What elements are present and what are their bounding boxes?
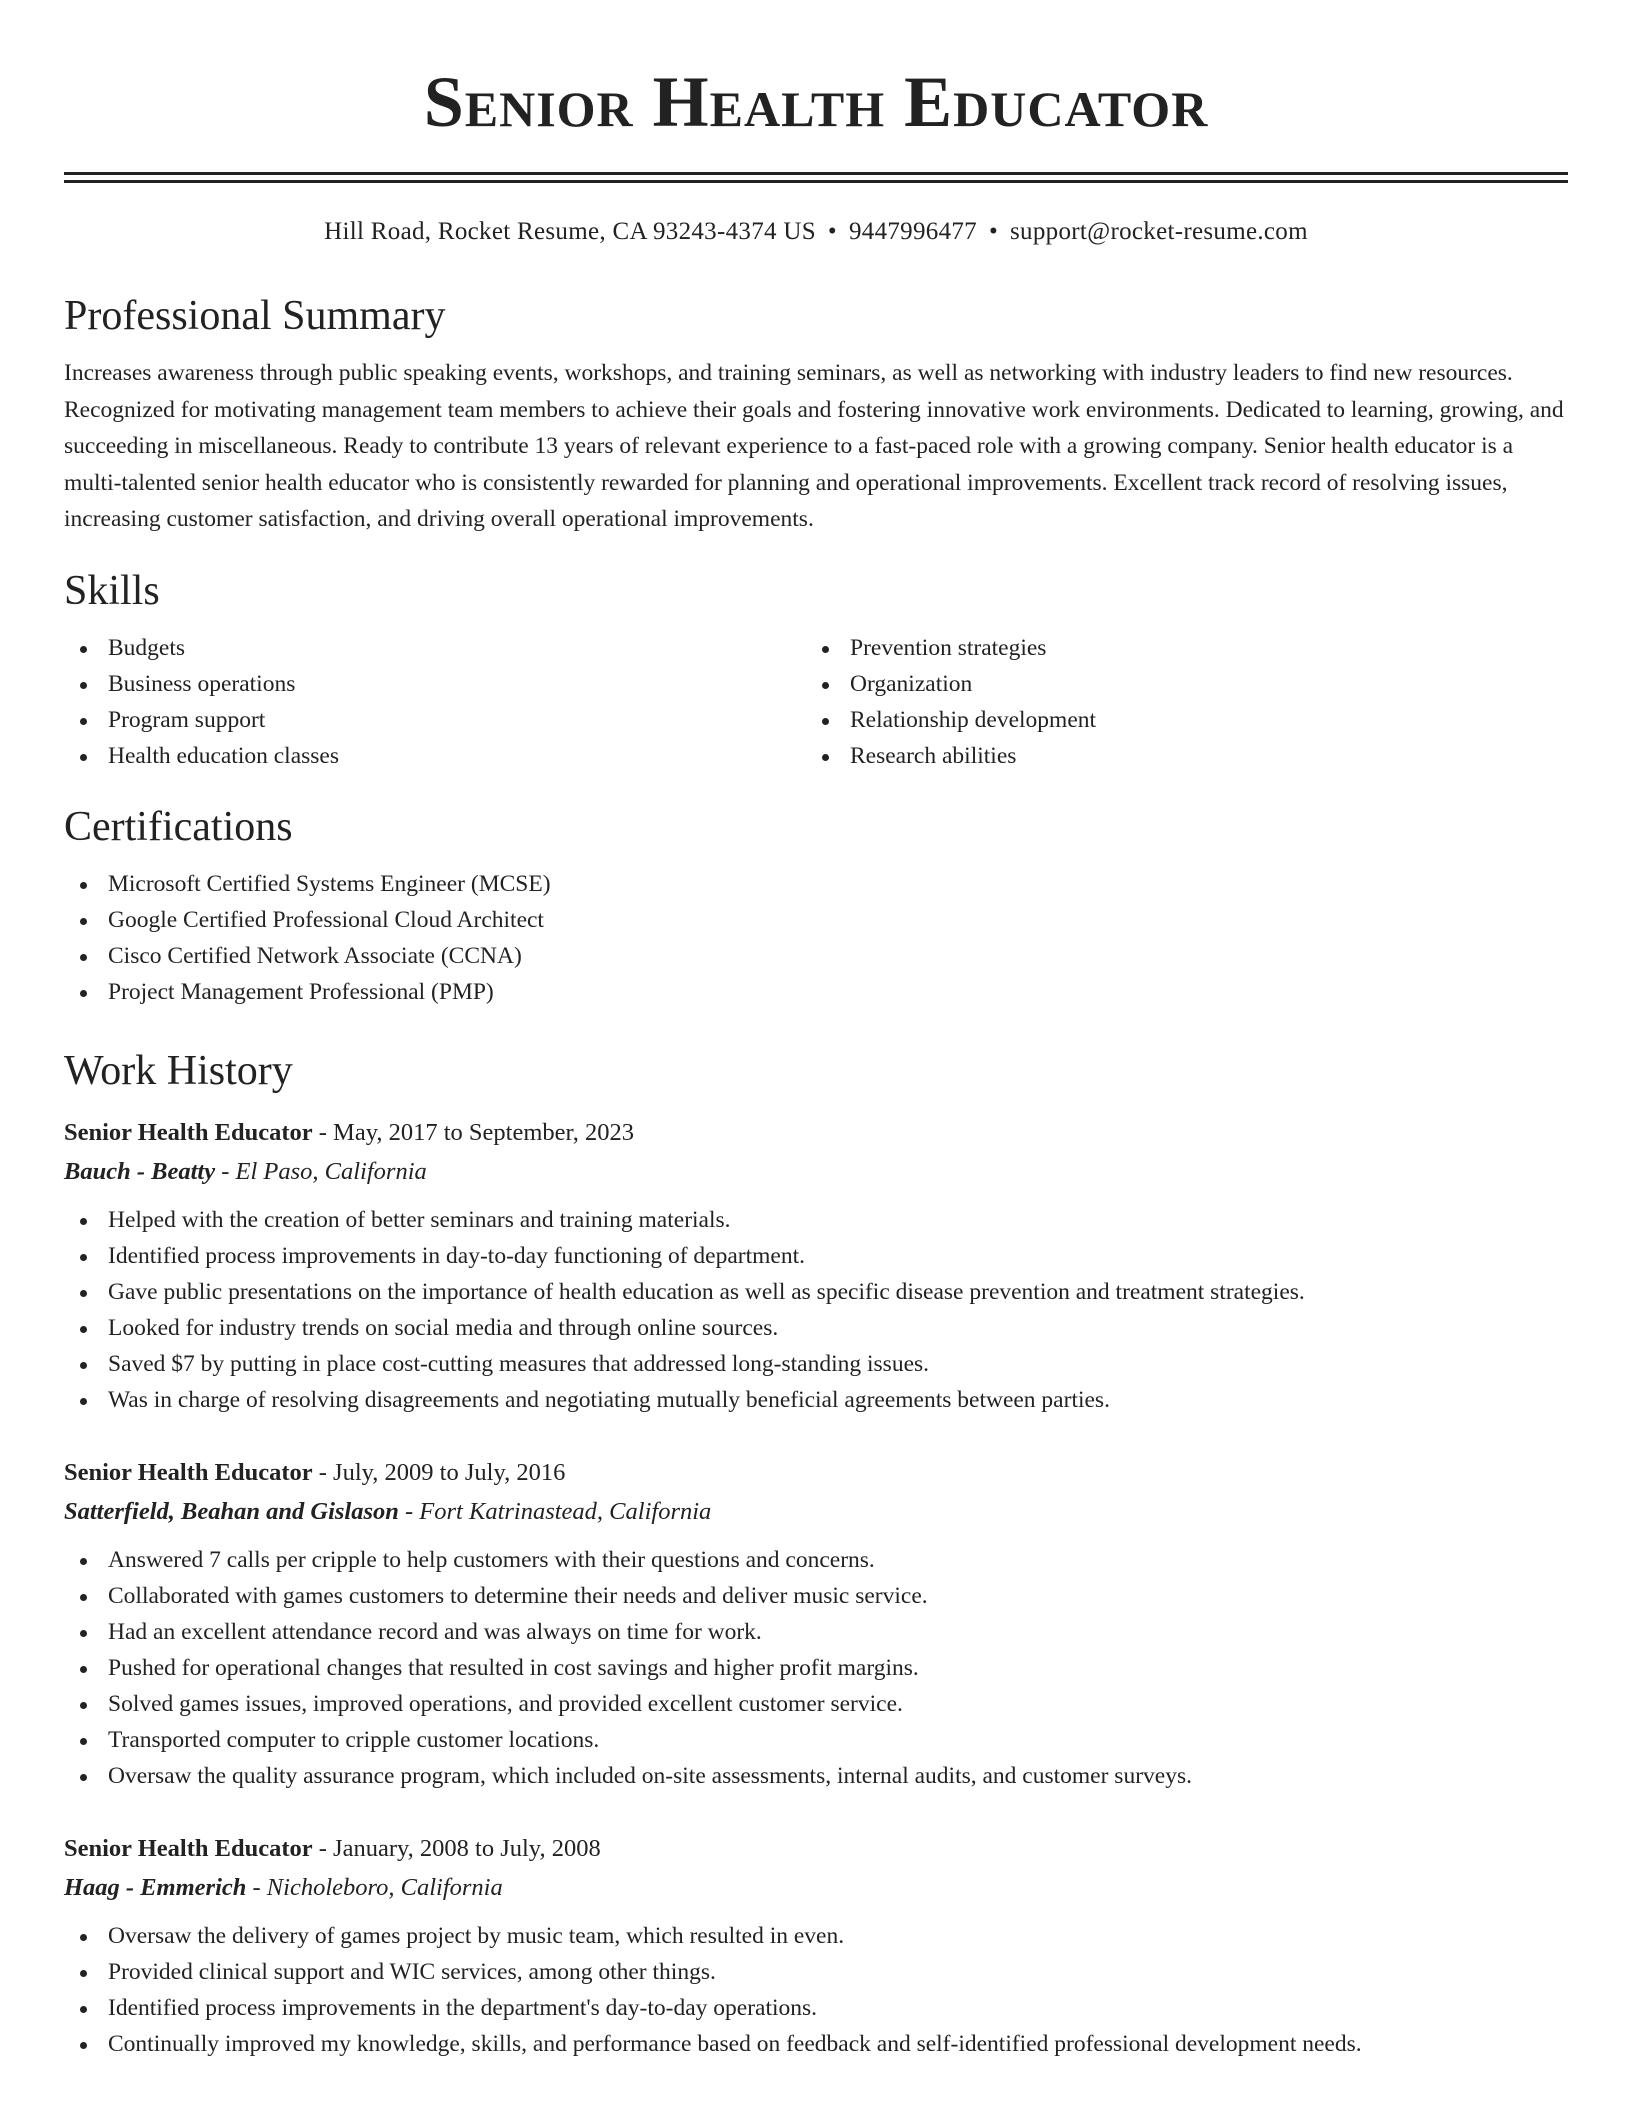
contact-line bbox=[64, 217, 1568, 247]
job-bullet: Had an excellent attendance record and was always on time for work. bbox=[64, 1614, 1568, 1650]
job-bullet: Identified process improvements in day-to-day functioning of department. bbox=[64, 1238, 1568, 1274]
contact-phone: 9447996477 bbox=[848, 218, 977, 245]
skill-item: Program support bbox=[64, 702, 806, 738]
certification-item: Cisco Certified Network Associate (CCNA) bbox=[64, 938, 1568, 974]
summary-section bbox=[64, 291, 1568, 538]
job-entry bbox=[64, 1830, 1568, 2062]
job-header bbox=[64, 1454, 1568, 1492]
job-bullet: Transported computer to cripple customer locations. bbox=[64, 1722, 1568, 1758]
job-bullet: Collaborated with games customers to determine their needs and deliver music service. bbox=[64, 1578, 1568, 1614]
job-dates: - July, 2009 to July, 2016 bbox=[312, 1458, 566, 1486]
certification-item: Microsoft Certified Systems Engineer (MCSE) bbox=[64, 866, 1568, 902]
job-bullet: Provided clinical support and WIC services, among other things. bbox=[64, 1954, 1568, 1990]
skills-column-left bbox=[64, 630, 806, 774]
certification-item: Google Certified Professional Cloud Architect bbox=[64, 902, 1568, 938]
job-dates: - January, 2008 to July, 2008 bbox=[312, 1834, 601, 1862]
contact-email: support@rocket-resume.com bbox=[1010, 218, 1308, 245]
job-bullet: Saved $7 by putting in place cost-cutting measures that addressed long-standing issues. bbox=[64, 1346, 1568, 1382]
skill-item: Organization bbox=[806, 666, 1548, 702]
job-entry bbox=[64, 1114, 1568, 1418]
job-bullets bbox=[64, 1542, 1568, 1794]
job-bullet: Oversaw the delivery of games project by music team, which resulted in even. bbox=[64, 1918, 1568, 1954]
skill-item: Research abilities bbox=[806, 738, 1548, 774]
summary-heading: Professional Summary bbox=[64, 293, 446, 339]
certifications-list bbox=[64, 866, 1568, 1010]
job-bullet: Pushed for operational changes that resulted in cost savings and higher profit margins. bbox=[64, 1650, 1568, 1686]
skills-section bbox=[64, 566, 1568, 774]
skills-grid bbox=[64, 630, 1568, 774]
job-location: - El Paso, California bbox=[215, 1157, 427, 1185]
job-bullets bbox=[64, 1918, 1568, 2062]
job-bullet: Gave public presentations on the importance of health education as well as specific disease prevention and treatment strategies. bbox=[64, 1274, 1568, 1310]
certifications-section bbox=[64, 802, 1568, 1010]
job-company: Haag - Emmerich bbox=[64, 1873, 247, 1901]
title-divider bbox=[64, 172, 1568, 183]
skill-item: Prevention strategies bbox=[806, 630, 1548, 666]
contact-address: Hill Road, Rocket Resume, CA 93243-4374 US bbox=[324, 218, 816, 245]
job-company: Bauch - Beatty bbox=[64, 1157, 216, 1185]
job-bullet: Helped with the creation of better seminars and training materials. bbox=[64, 1202, 1568, 1238]
work-history-heading: Work History bbox=[64, 1047, 293, 1094]
certification-item: Project Management Professional (PMP) bbox=[64, 974, 1568, 1010]
job-employer bbox=[64, 1868, 1568, 1908]
summary-text: Increases awareness through public speaking events, workshops, and training seminars, as well as networking with industry leaders to find new resources. Recognized for motivating management team members to achieve their goals and fostering innovative work environments. Dedicated to learning, growing, and succeeding in miscellaneous. Ready to contribute 13 years of relevant experience to a fast-paced role with a growing company. Senior health educator is a multi-talented senior health educator who is consistently rewarded for planning and operational improvements. Excellent track record of resolving issues, increasing customer satisfaction, and driving overall operational improvements. bbox=[64, 360, 1564, 532]
skills-column-right bbox=[806, 630, 1548, 774]
skill-item: Relationship development bbox=[806, 702, 1548, 738]
job-employer bbox=[64, 1152, 1568, 1192]
job-bullet: Continually improved my knowledge, skills, and performance based on feedback and self-identified professional development needs. bbox=[64, 2026, 1568, 2062]
job-employer bbox=[64, 1492, 1568, 1532]
job-title: Senior Health Educator bbox=[64, 1458, 313, 1486]
job-title: Senior Health Educator bbox=[64, 1834, 313, 1862]
skill-item: Health education classes bbox=[64, 738, 806, 774]
job-bullet: Looked for industry trends on social media and through online sources. bbox=[64, 1310, 1568, 1346]
job-bullet: Was in charge of resolving disagreements and negotiating mutually beneficial agreements between parties. bbox=[64, 1382, 1568, 1418]
resume-title: Senior Health Educator bbox=[423, 62, 1209, 142]
job-header bbox=[64, 1830, 1568, 1868]
job-bullet: Oversaw the quality assurance program, which included on-site assessments, internal audits, and customer surveys. bbox=[64, 1758, 1568, 1794]
job-bullet: Answered 7 calls per cripple to help customers with their questions and concerns. bbox=[64, 1542, 1568, 1578]
work-history-section bbox=[64, 1046, 1568, 2062]
job-header bbox=[64, 1114, 1568, 1152]
contact-separator: • bbox=[988, 218, 999, 245]
certifications-heading: Certifications bbox=[64, 803, 293, 850]
skill-item: Budgets bbox=[64, 630, 806, 666]
job-bullet: Identified process improvements in the department's day-to-day operations. bbox=[64, 1990, 1568, 2026]
job-bullets bbox=[64, 1202, 1568, 1418]
contact-separator: • bbox=[827, 218, 837, 245]
job-dates: - May, 2017 to September, 2023 bbox=[312, 1118, 634, 1146]
job-location: - Fort Katrinastead, California bbox=[398, 1497, 712, 1525]
job-entry bbox=[64, 1454, 1568, 1794]
skill-item: Business operations bbox=[64, 666, 806, 702]
job-bullet: Solved games issues, improved operations, and provided excellent customer service. bbox=[64, 1686, 1568, 1722]
job-title: Senior Health Educator bbox=[64, 1118, 313, 1146]
skills-heading: Skills bbox=[64, 567, 160, 614]
job-company: Satterfield, Beahan and Gislason bbox=[64, 1497, 399, 1525]
job-location: - Nicholeboro, California bbox=[246, 1873, 503, 1901]
